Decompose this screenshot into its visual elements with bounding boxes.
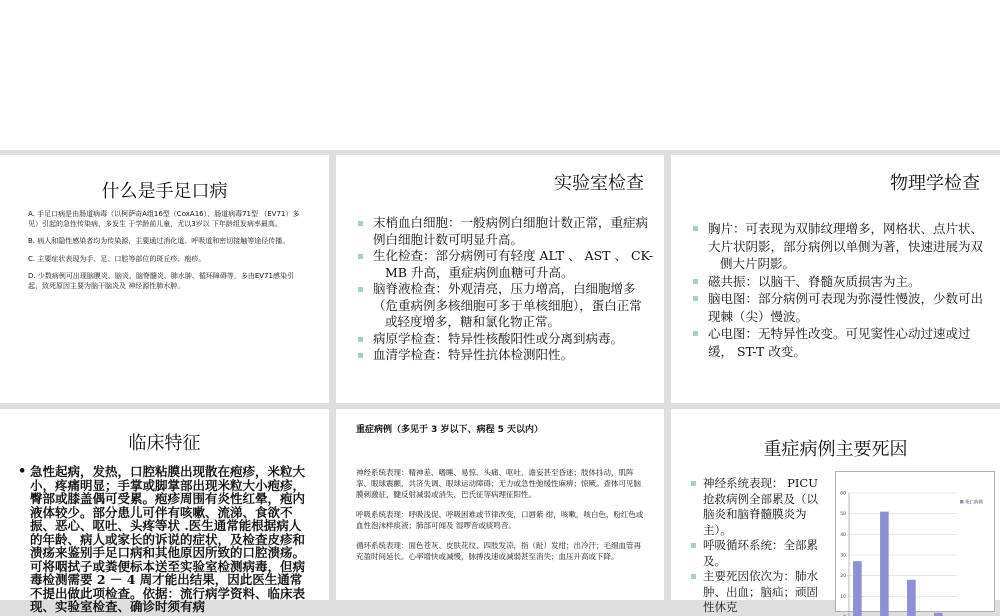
item-text: 末梢血白细胞：一般病例白细胞计数正常，重症病例白细胞计数可明显升高。	[373, 215, 648, 247]
slide-severe-cases[interactable]	[336, 409, 664, 600]
slide-title: 什么是手足口病	[0, 177, 329, 203]
item-text-continued: MB 升高，重症病例血糖可升高。	[373, 265, 658, 282]
slide-title: 重症病例主要死因	[671, 435, 1000, 461]
item-text: 生化检查：部分病例可有轻度 ALT 、 AST 、 CK-	[373, 248, 653, 263]
definition-list	[28, 210, 300, 299]
bar	[853, 561, 862, 616]
slide-title: 临床特征	[0, 429, 329, 455]
item-text: 脑电图：部分病例可表现为弥漫性慢波，少数可出现棘（尖）慢波。	[708, 291, 983, 324]
definition-para-c: C. 主要症状表现为手、足、口腔等部位的斑丘疹、疱疹。	[28, 255, 300, 265]
list-item	[358, 248, 658, 281]
slide-physical-exam[interactable]	[671, 155, 1000, 403]
list-item	[358, 331, 658, 348]
circulatory-system-para: 循环系统表现：面色苍灰、皮肤花纹、四肢发凉，指（趾）发绀；出冷汗；毛细血管再充盈时间延长。心率增快或减慢，脉搏浅速或减弱甚至消失；血压升高或下降。	[356, 540, 648, 562]
list-item	[693, 325, 993, 360]
bar	[880, 512, 889, 616]
slide-heading: 重症病例（多见于 3 岁以下、病程 5 天以内）	[356, 423, 646, 437]
list-item	[691, 569, 826, 616]
definition-para-d: D. 少数病例可出现脑膜炎、脑炎、脑脊髓炎、肺水肿、循环障碍等，多由EV71感染引起，致死原因主要为脑干脑炎及 神经源性肺水肿。	[28, 272, 300, 291]
death-causes-list	[691, 476, 826, 616]
item-text: 磁共振：以脑干、脊髓灰质损害为主。	[708, 274, 921, 289]
list-item	[358, 215, 658, 248]
list-item	[693, 290, 993, 325]
bar	[907, 580, 916, 616]
item-text-continued: 侧大片阴影。	[708, 255, 993, 273]
item-text: 神经系统表现： PICU 抢救病例全部累及（以脑炎和脑脊髓膜炎为主）。	[703, 476, 818, 537]
list-item	[693, 273, 993, 291]
list-item	[693, 220, 993, 273]
slide-title: 实验室检查	[554, 169, 644, 195]
slide-death-causes[interactable]	[671, 409, 1000, 600]
clinical-features-list	[18, 465, 308, 614]
list-item	[358, 281, 658, 331]
item-text: 心电图：无特异性改变。可见窦性心动过速或过缓， ST-T 改变。	[708, 326, 971, 359]
item-text: 急性起病，发热，口腔粘膜出现散在疱疹，米粒大小，疼痛明显；手掌或脚掌部出现米粒大小疱疹，臀部或膝盖偶可受累。疱疹周围有炎性红晕，疱内液体较少。部分患儿可伴有咳嗽、流涕、食欲不振、恶心、呕吐、头疼等状 .医生通常能根据病人的年龄、病人或家长的诉说的症状，及检查皮疹和溃疡来鉴别手足口病和其他原因所致的口腔溃疡。可将咽拭子或粪便标本送至实验室检测病毒，但病毒检测需要 2 － 4 周才能出结果，因此医生通常不提出做此项检查。依据：流行病学资料、临床表现、实验室检查、确诊时须有病	[30, 464, 305, 614]
slide-lab-tests[interactable]	[336, 155, 664, 403]
slide-title: 物理学检查	[890, 169, 980, 195]
slide-clinical-features[interactable]	[0, 409, 329, 600]
y-tick-label: 20	[840, 573, 846, 579]
severe-case-description	[356, 467, 648, 571]
y-tick-label: 40	[840, 532, 846, 538]
item-text: 呼吸循环系统：全部累及。	[703, 538, 818, 568]
legend-swatch	[960, 500, 964, 504]
slide-what-is-hfmd[interactable]	[0, 155, 329, 403]
y-tick-label: 10	[840, 594, 846, 600]
lab-test-list	[358, 215, 658, 364]
death-cases-bar-chart	[835, 471, 995, 601]
legend-label: 死亡病例	[965, 499, 983, 506]
list-item	[691, 476, 826, 538]
y-tick-label: 60	[840, 491, 846, 497]
list-item	[358, 347, 658, 364]
definition-para-b: B. 病人和隐性感染者均为传染源，主要通过消化道、呼吸道和密切接触等途径传播。	[28, 237, 300, 247]
item-text: 病原学检查：特异性核酸阳性或分离到病毒。	[373, 331, 623, 346]
item-text-continued: 或轻度增多，糖和氯化物正常。	[373, 314, 658, 331]
y-tick-label: 30	[840, 553, 846, 559]
item-text: 胸片：可表现为双肺纹理增多，网格状、点片状、大片状阴影，部分病例以单侧为著，快速进展为双	[708, 221, 983, 254]
item-text: 主要死因依次为：肺水肿、出血；脑疝；顽固性休克	[703, 569, 818, 614]
item-text: 脑脊液检查：外观清亮，压力增高，白细胞增多（危重病例多核细胞可多于单核细胞），蛋白正常	[373, 281, 642, 313]
list-item	[691, 538, 826, 569]
y-tick-label: 50	[840, 511, 846, 517]
item-text: 血清学检查：特异性抗体检测阳性。	[373, 347, 573, 362]
respiratory-system-para: 呼吸系统表现：呼吸浅促、呼吸困难或节律改变，口唇紫 绀，咳嗽，咳白色、粉红色或血性泡沫样痰液；肺部可闻及 湿啰音或痰鸣音。	[356, 509, 648, 531]
physical-exam-list	[693, 220, 993, 360]
list-item	[18, 465, 308, 614]
blank-header-area	[0, 0, 1000, 150]
definition-para-a: A. 手足口病是由肠道病毒（以柯萨奇A组16型（CoxA16）、肠道病毒71型 （EV71）多见）引起的急性传染病，多发生 于学龄前儿童，尤以3岁以 下年龄组发病率最高。	[28, 210, 300, 229]
nervous-system-para: 神经系统表现：精神差、嗜睡、易惊、头痛、呕吐、谵妄甚至昏迷；肢体抖动，肌阵挛、眼球震颤、共济失调、眼球运动障碍；无力或急性弛缓性麻痹；惊厥。查体可见脑膜刺激征，腱反射减弱或消失，巴氏征等病理征阳性。	[356, 467, 648, 500]
